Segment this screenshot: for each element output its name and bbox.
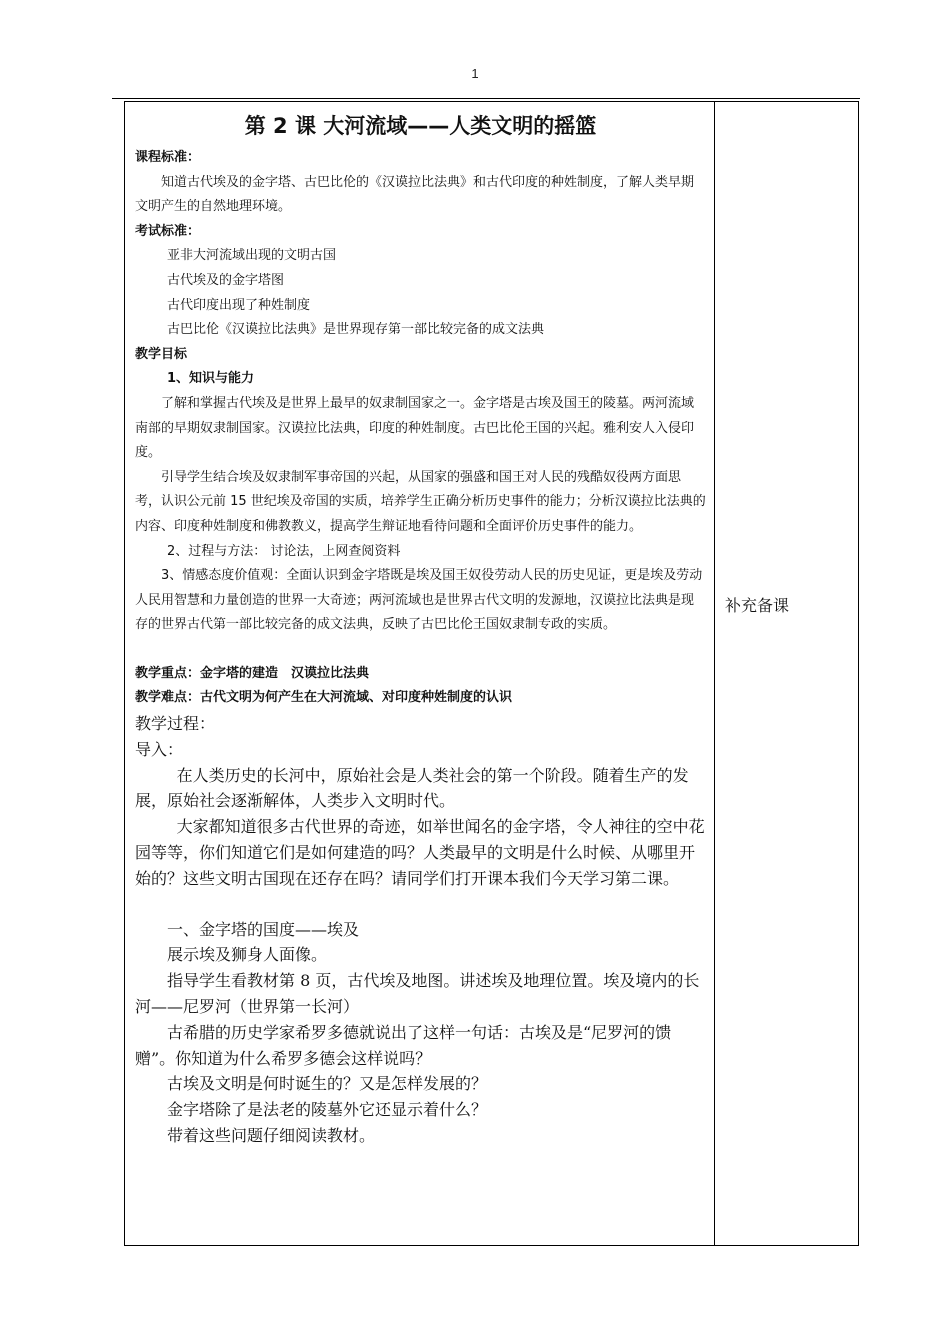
main-column [125, 102, 714, 1149]
section-1-line: 指导学生看教材第 8 页，古代埃及地图。讲述埃及地理位置。埃及境内的长河——尼罗河（世界第一长河） [135, 971, 700, 1017]
exam-label: 考试标准： [135, 223, 201, 239]
exam-item: 古巴比伦《汉谟拉比法典》是世界现存第一部比较完备的成文法典 [167, 322, 545, 338]
intro-label: 导入： [135, 739, 184, 759]
header-rule [112, 98, 860, 99]
lesson-plan-table [124, 101, 859, 1246]
knowledge-heading: 1、知识与能力 [167, 371, 255, 387]
intro-paragraph-2: 大家都知道很多古代世界的奇迹，如举世闻名的金字塔，令人神往的空中花园等等，你们知道它们是如何建造的吗？人类最早的文明是什么时候、从哪里开始的？这些文明古国现在还存在吗？请同学们打开课本我们今天学习第二课。 [135, 817, 705, 888]
process-method: 2、过程与方法： 讨论法，上网查阅资料 [167, 543, 401, 559]
objectives-label: 教学目标 [135, 346, 188, 362]
section-1-line: 金字塔除了是法老的陵墓外它还显示着什么？ [167, 1100, 488, 1120]
page-number: 1 [471, 66, 479, 81]
spacer [135, 638, 706, 662]
spacer [135, 892, 706, 917]
knowledge-paragraph-2: 引导学生结合埃及奴隶制军事帝国的兴起，从国家的强盛和国王对人民的残酷奴役两方面思考，认识公元前 15 世纪埃及帝国的实质，培养学生正确分析历史事件的能力；分析汉谟拉比法典的内容、印度种姓制度和佛教教义，提高学生辩证地看待问题和全面评价历史事件的能力。 [135, 469, 706, 534]
section-1-line: 带着这些问题仔细阅读教材。 [167, 1126, 376, 1146]
section-1-line: 古希腊的历史学家希罗多德就说出了这样一句话：古埃及是“尼罗河的馈赠”。你知道为什么希罗多德会这样说吗？ [135, 1022, 672, 1068]
key-points: 教学重点：金字塔的建造 汉谟拉比法典 [135, 665, 370, 681]
difficulties: 教学难点：古代文明为何产生在大河流域、对印度种姓制度的认识 [135, 690, 513, 706]
section-1-line: 古埃及文明是何时诞生的？又是怎样发展的？ [167, 1074, 488, 1094]
exam-item: 古代印度出现了种姓制度 [167, 297, 311, 313]
curriculum-text: 知道古代埃及的金字塔、古巴比伦的《汉谟拉比法典》和古代印度的种姓制度，了解人类早期文明产生的自然地理环境。 [135, 174, 695, 215]
column-divider [714, 102, 715, 1245]
section-1-line: 展示埃及狮身人面像。 [167, 945, 328, 965]
knowledge-paragraph-1: 了解和掌握古代埃及是世界上最早的奴隶制国家之一。金字塔是古埃及国王的陵墓。两河流域南部的早期奴隶制国家。汉谟拉比法典，印度的种姓制度。古巴比伦王国的兴起。雅利安人入侵印度。 [135, 395, 695, 461]
curriculum-label: 课程标准： [135, 150, 201, 165]
exam-item: 古代埃及的金字塔图 [167, 272, 285, 288]
section-1-title: 一、金字塔的国度——埃及 [167, 919, 360, 939]
process-label: 教学过程： [135, 714, 216, 734]
lesson-title: 第 2 课 大河流域——人类文明的摇篮 [244, 114, 597, 138]
intro-paragraph-1: 在人类历史的长河中，原始社会是人类社会的第一个阶段。随着生产的发展，原始社会逐渐解体，人类步入文明时代。 [135, 765, 689, 811]
values-paragraph: 3、情感态度价值观：全面认识到金字塔既是埃及国王奴役劳动人民的历史见证，更是埃及劳动人民用智慧和力量创造的世界一大奇迹；两河流域也是世界古代文明的发源地，汉谟拉比法典是现存的世界古代第一部比较完备的成文法典，反映了古巴比伦王国奴隶制专政的实质。 [135, 568, 703, 633]
exam-item: 亚非大河流域出现的文明古国 [167, 248, 337, 264]
supplement-label: 补充备课 [725, 596, 790, 615]
